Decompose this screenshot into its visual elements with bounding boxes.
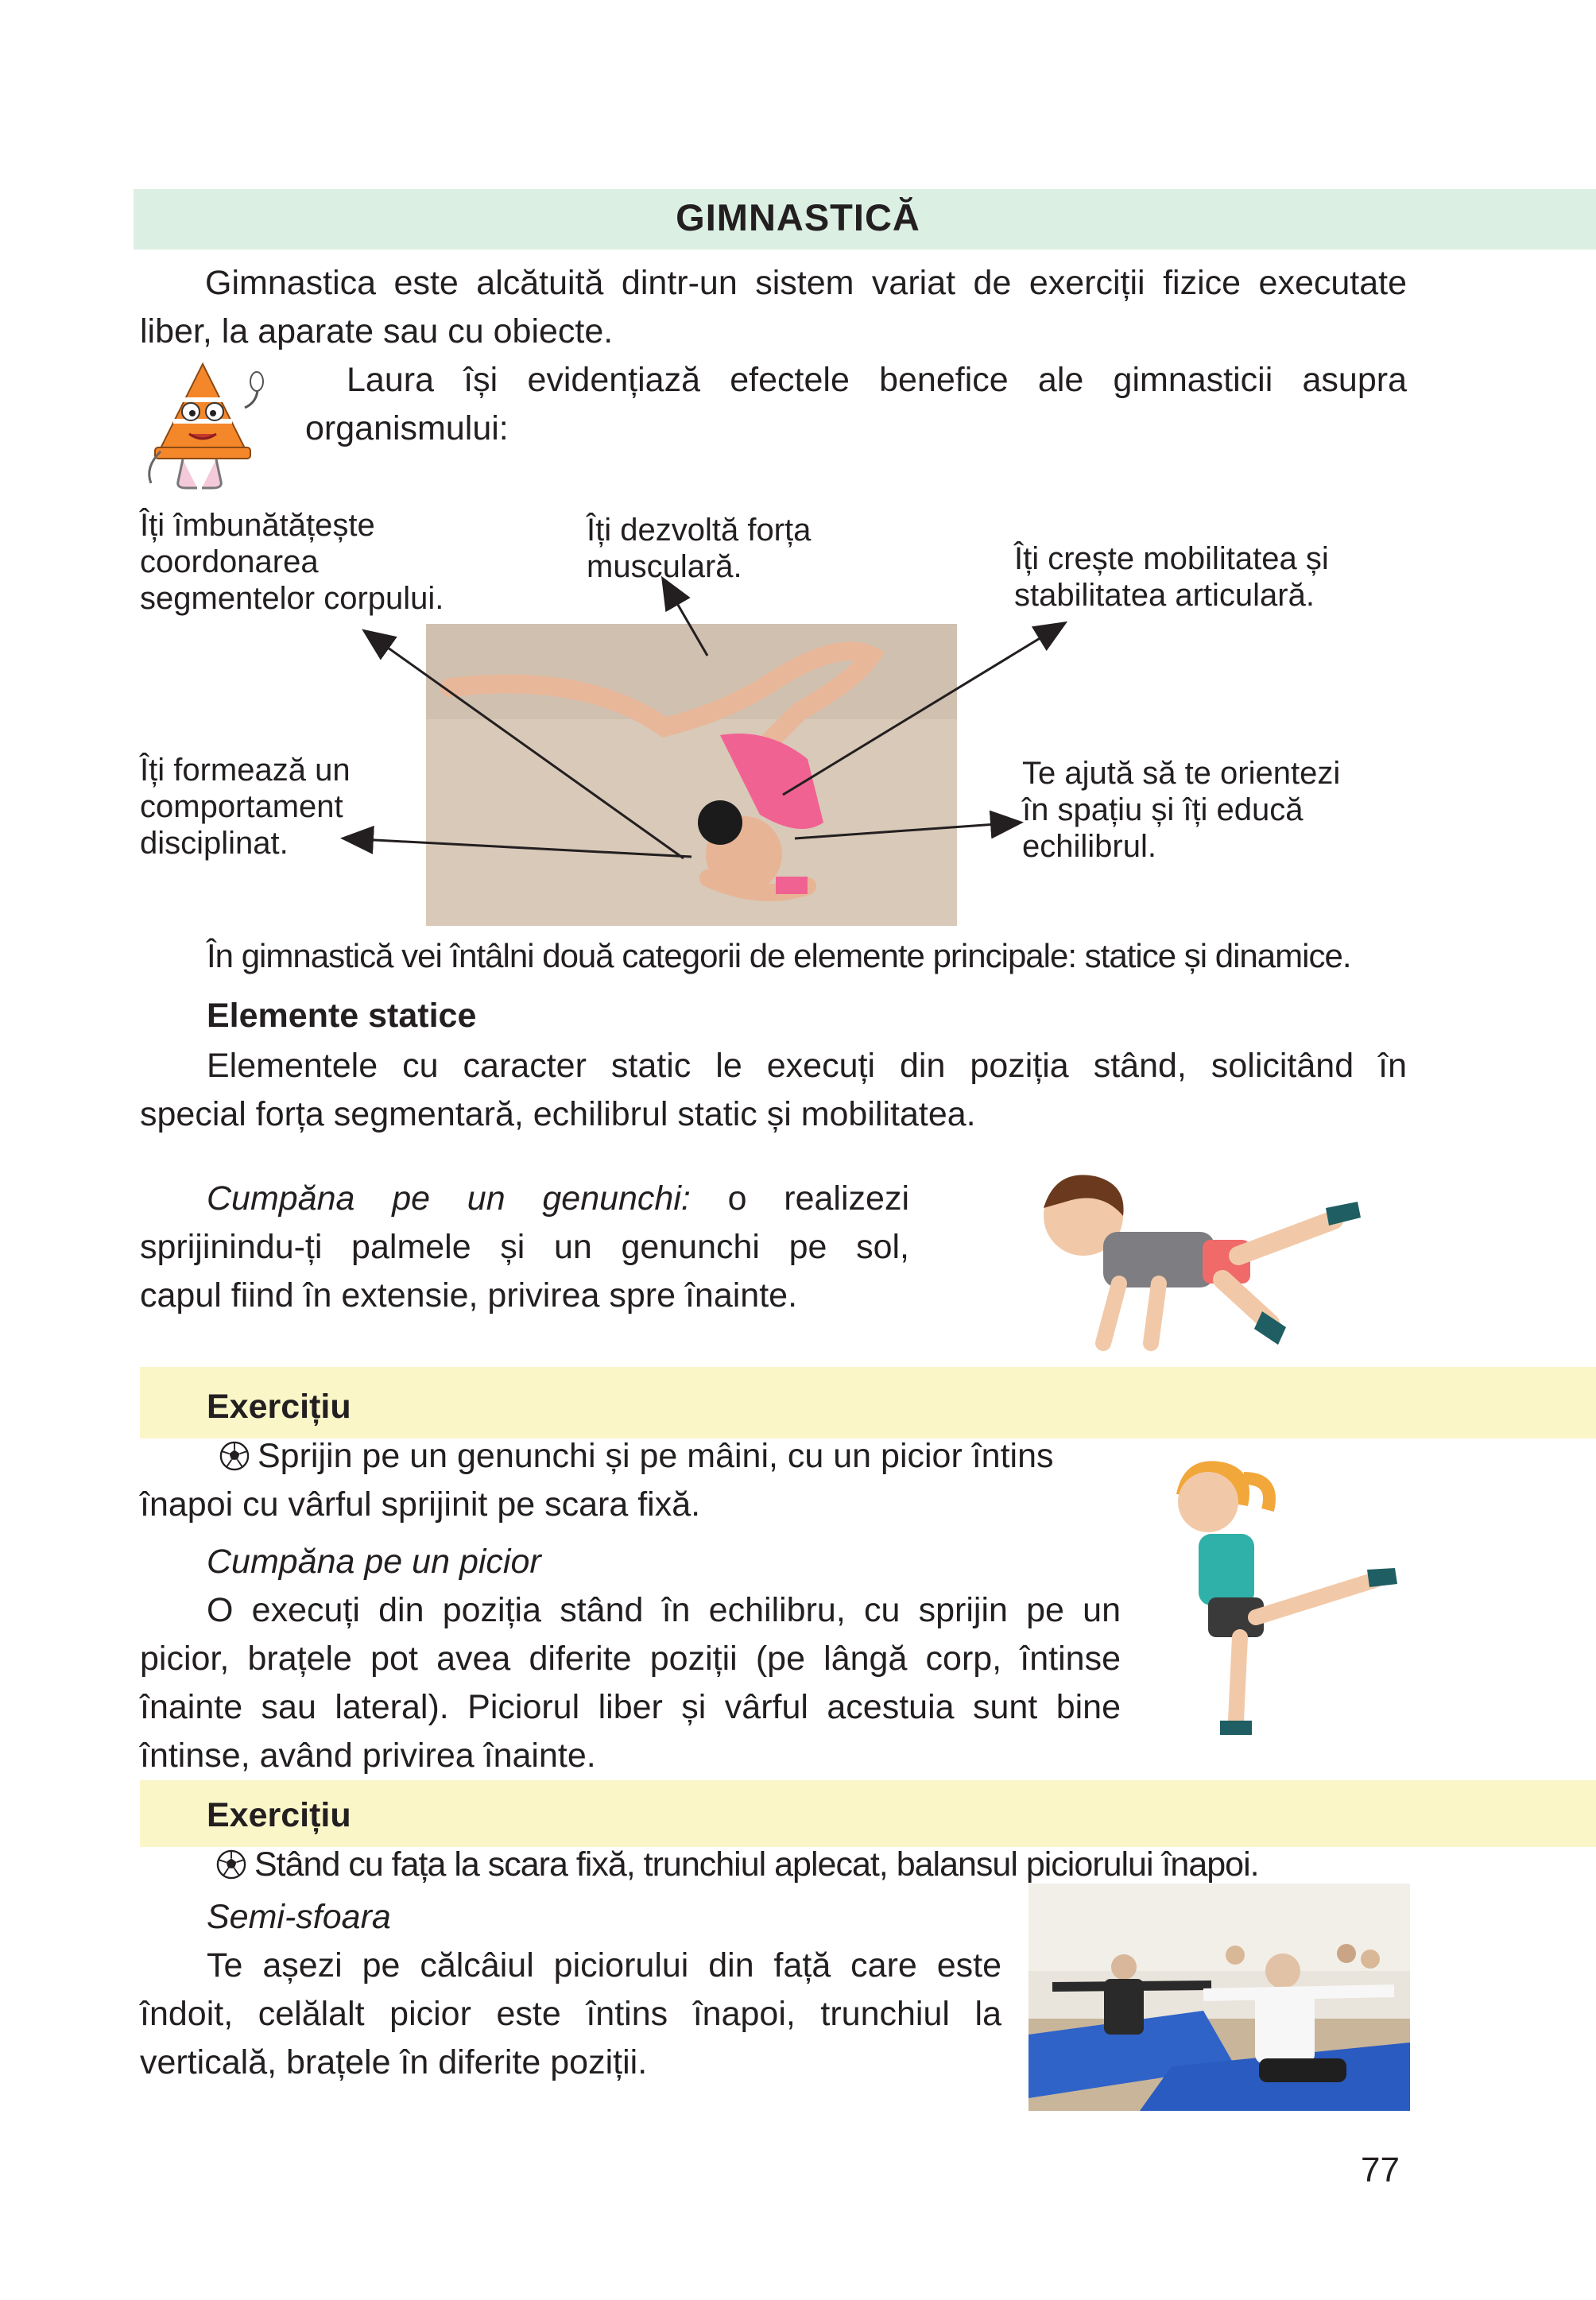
football-icon: [216, 1849, 246, 1880]
cumpana-picior-line-4: întinse, având privirea înainte.: [140, 1737, 596, 1775]
page-number: 77: [1361, 2151, 1400, 2190]
benefit-mobility: Îți crește mobilitatea și stabilitatea articulară.: [1014, 541, 1329, 613]
benefit-strength: Îți dezvoltă forța musculară.: [587, 513, 812, 584]
arrow-icon: [664, 580, 707, 656]
arrow-icon: [345, 838, 691, 857]
standing-balance-illustration: [1129, 1446, 1415, 1748]
laura-line-2: organismului:: [305, 409, 509, 447]
exercise-1-line-2: înapoi cu vârful sprijinit pe scara fixă.: [140, 1485, 701, 1524]
exercise-band-1: [140, 1367, 1596, 1438]
cumpana-genunchi-line-2: sprijinindu-ți palmele și un genunchi pe sol,: [140, 1228, 909, 1266]
cumpana-picior-line-3: înainte sau lateral). Piciorul liber și vârful acestuia sunt bine: [140, 1688, 1121, 1726]
categories-sentence: În gimnastică vei întâlni două categorii de elemente principale: statice și dinamice.: [207, 937, 1351, 974]
cumpana-genunchi-term: Cumpăna pe un genunchi:: [207, 1179, 691, 1218]
benefit-orientation: Te ajută să te orientezi în spațiu și îți educă echilibrul.: [1022, 756, 1341, 864]
intro-line-2: liber, la aparate sau cu obiecte.: [140, 312, 614, 350]
exercise-2-heading: Exercițiu: [207, 1796, 351, 1834]
semi-sfoara-line-3: verticală, brațele în diferite poziții.: [140, 2043, 648, 2081]
benefit-arrows: [0, 0, 1596, 954]
cumpana-picior-term: Cumpăna pe un picior: [207, 1543, 541, 1581]
static-line-2: special forța segmentară, echilibrul static și mobilitatea.: [140, 1095, 976, 1133]
semi-sfoara-line-1: Te așezi pe călcâiul piciorului din față care este: [207, 1946, 1001, 1984]
football-icon: [219, 1441, 250, 1471]
kneeling-balance-illustration: [1008, 1152, 1373, 1359]
exercise-1-heading: Exercițiu: [207, 1388, 351, 1426]
arrow-icon: [366, 632, 684, 858]
arrow-icon: [795, 823, 1019, 838]
page-title: GIMNASTICĂ: [676, 196, 920, 238]
exercise-2-line-1: Stând cu fața la scara fixă, trunchiul aplecat, balansul piciorului înapoi.: [216, 1841, 1488, 1889]
cumpana-picior-line-2: picior, brațele pot avea diferite poziții (pe lângă corp, întinse: [140, 1640, 1121, 1678]
cumpana-genunchi-line-1: Cumpăna pe un genunchi: o realizezi: [207, 1179, 910, 1218]
static-heading: Elemente statice: [207, 997, 477, 1035]
benefit-discipline: Îți formează un comportament disciplinat.: [140, 753, 351, 861]
semi-sfoara-line-2: îndoit, celălalt picior este întins înapoi, trunchiul la: [140, 1995, 1001, 2033]
laura-line-1: Laura își evidențiază efectele benefice ale gimnasticii asupra: [347, 361, 1407, 399]
gym-class-photo: [1028, 1884, 1410, 2111]
intro-line-1: Gimnastica este alcătuită dintr-un sistem variat de exerciții fizice executate: [205, 264, 1407, 302]
semi-sfoara-term: Semi-sfoara: [207, 1898, 391, 1936]
exercise-band-2: [140, 1780, 1596, 1847]
benefit-coordination: Îți îmbunătățește coordonarea segmentelor corpului.: [140, 508, 444, 616]
static-line-1: Elementele cu caracter static le execuți din poziția stând, solicitând în: [207, 1047, 1407, 1085]
cumpana-genunchi-line-3: capul fiind în extensie, privirea spre înainte.: [140, 1276, 798, 1315]
cumpana-picior-line-1: O execuți din poziția stând în echilibru, cu sprijin pe un: [207, 1591, 1121, 1629]
arrow-icon: [783, 624, 1063, 795]
exercise-1-line-1: Sprijin pe un genunchi și pe mâini, cu un picior întins: [219, 1432, 1125, 1481]
